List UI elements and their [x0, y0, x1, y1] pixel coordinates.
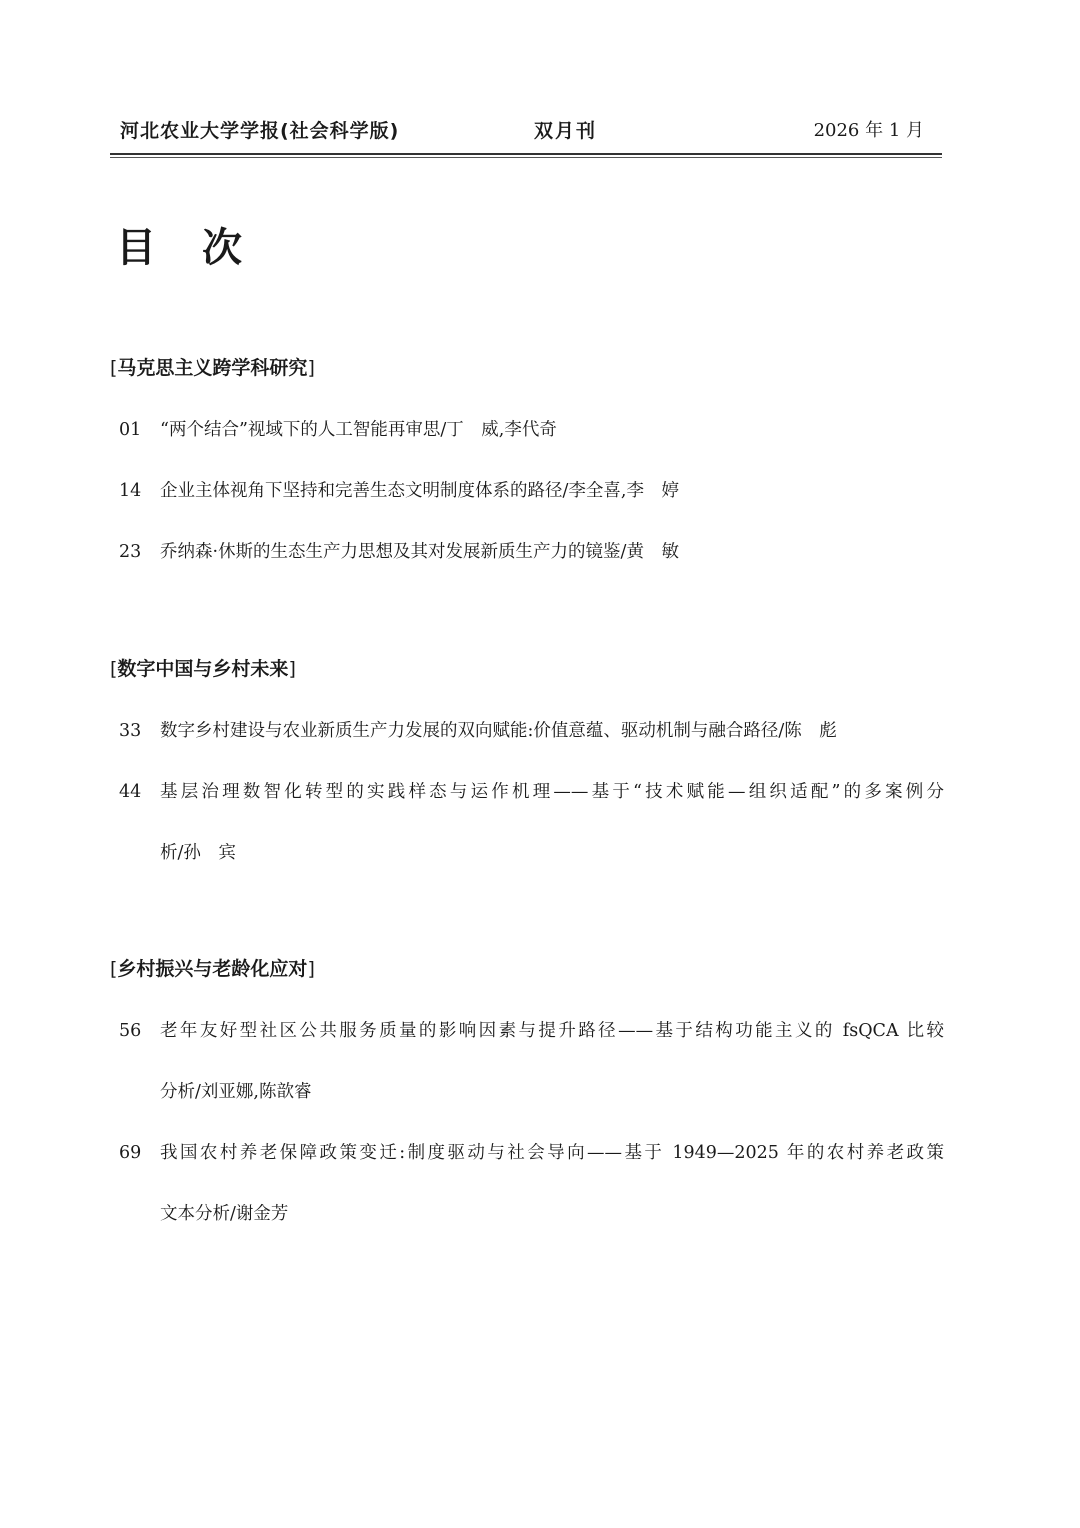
entry-page-number: 69	[119, 1143, 142, 1163]
toc-section-marxism	[110, 354, 950, 583]
section-heading-text: 数字中国与乡村未来	[117, 658, 289, 680]
entry-title-line: 乔纳森·休斯的生态生产力思想及其对发展新质生产力的镜鉴/黄 敏	[160, 542, 679, 562]
entry-title-line: 数字乡村建设与农业新质生产力发展的双向赋能:价值意蕴、驱动机制与融合路径/陈 彪	[160, 721, 837, 741]
running-header	[110, 112, 942, 148]
toc-entry[interactable]	[110, 1001, 950, 1123]
entry-title-line: 企业主体视角下坚持和完善生态文明制度体系的路径/李全喜,李 婷	[160, 481, 679, 501]
toc-entry[interactable]	[110, 701, 950, 762]
entry-page-number: 14	[119, 481, 142, 501]
section-heading	[110, 655, 950, 683]
heading-bracket-close: ]	[307, 357, 315, 379]
toc-title: 目次	[116, 225, 288, 271]
toc-entry[interactable]	[110, 461, 950, 522]
section-heading-text: 乡村振兴与老龄化应对	[117, 958, 308, 980]
heading-bracket-close: ]	[288, 658, 296, 680]
entry-page-number: 23	[119, 542, 142, 562]
entry-page-number: 01	[119, 420, 142, 440]
toc-entry[interactable]	[110, 1123, 950, 1245]
entry-page-number: 33	[119, 721, 142, 741]
entry-title-line: 分析/刘亚娜,陈歆睿	[160, 1082, 312, 1102]
heading-bracket-open: [	[110, 658, 118, 680]
journal-name: 河北农业大学学报(社会科学版)	[120, 120, 400, 142]
entry-page-number: 56	[119, 1021, 142, 1041]
section-heading-text: 马克思主义跨学科研究	[117, 357, 308, 379]
entry-page-number: 44	[119, 782, 142, 802]
entry-title-line: 基层治理数智化转型的实践样态与运作机理——基于“技术赋能—组织适配”的多案例分	[160, 782, 944, 802]
entry-title-line: 老年友好型社区公共服务质量的影响因素与提升路径——基于结构功能主义的 fsQCA 比较	[160, 1021, 944, 1041]
publication-frequency: 双月刊	[534, 120, 598, 142]
section-heading	[110, 955, 950, 983]
issue-date: 2026 年 1 月	[813, 120, 924, 141]
heading-bracket-open: [	[110, 357, 118, 379]
entry-title-line: “两个结合”视域下的人工智能再审思/丁 威,李代奇	[160, 420, 557, 440]
toc-section-digital-china	[110, 655, 950, 884]
entry-title-line: 析/孙 宾	[160, 843, 236, 863]
heading-bracket-open: [	[110, 958, 118, 980]
entry-title-line: 文本分析/谢金芳	[160, 1204, 289, 1224]
header-rule-thin	[110, 157, 942, 158]
entry-title-line: 我国农村养老保障政策变迁:制度驱动与社会导向——基于 1949—2025 年的农村养老政策	[160, 1143, 944, 1163]
toc-entry[interactable]	[110, 522, 950, 583]
section-heading	[110, 354, 950, 382]
heading-bracket-close: ]	[307, 958, 315, 980]
toc-entry[interactable]	[110, 762, 950, 884]
toc-section-rural-aging	[110, 955, 950, 1245]
header-rule-thick	[110, 153, 942, 155]
toc-entry[interactable]	[110, 400, 950, 461]
